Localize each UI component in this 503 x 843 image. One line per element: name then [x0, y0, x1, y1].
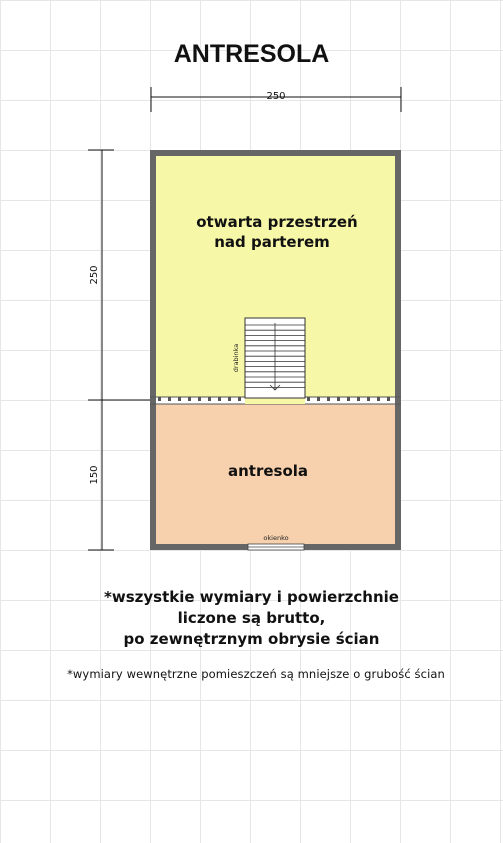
- railing-post: [377, 397, 380, 401]
- mezzanine-label: antresola: [227, 462, 309, 480]
- dimension-depth-upper-label: 250: [89, 265, 100, 285]
- note-line-2: liczone są brutto,: [177, 609, 326, 627]
- railing-post: [228, 397, 231, 401]
- railing-post: [317, 397, 320, 401]
- dimension-depth: [88, 150, 151, 550]
- railing-post: [357, 397, 360, 401]
- window-label: okienko: [263, 534, 289, 542]
- railing-posts-right: [307, 397, 390, 401]
- railing-post: [218, 397, 221, 401]
- railing-post: [387, 397, 390, 401]
- open-space-label-line1: otwarta przestrzeń: [196, 213, 358, 231]
- railing-post: [168, 397, 171, 401]
- ladder-label: drabinka: [232, 343, 240, 373]
- note-gross-dimensions: [0, 587, 503, 650]
- railing-post: [327, 397, 330, 401]
- railing-post: [188, 397, 191, 401]
- railing-post: [347, 397, 350, 401]
- note-line-3: po zewnętrznym obrysie ścian: [123, 630, 380, 648]
- note-line-1: *wszystkie wymiary i powierzchnie: [104, 588, 399, 606]
- dimension-depth-lower-label: 150: [89, 465, 100, 485]
- open-space-label-line2: nad parterem: [214, 233, 330, 251]
- railing-post: [178, 397, 181, 401]
- railing-posts-left: [158, 397, 241, 401]
- note-internal-dimensions: *wymiary wewnętrzne pomieszczeń są mniejsze o grubość ścian: [67, 667, 445, 681]
- dimension-width: [151, 87, 401, 112]
- railing-post: [367, 397, 370, 401]
- railing-post: [337, 397, 340, 401]
- dimension-width-label: 250: [266, 91, 286, 102]
- railing-post: [198, 397, 201, 401]
- railing-post: [158, 397, 161, 401]
- railing-post: [238, 397, 241, 401]
- railing-post: [307, 397, 310, 401]
- railing-post: [208, 397, 211, 401]
- plan-title: ANTRESOLA: [173, 40, 330, 68]
